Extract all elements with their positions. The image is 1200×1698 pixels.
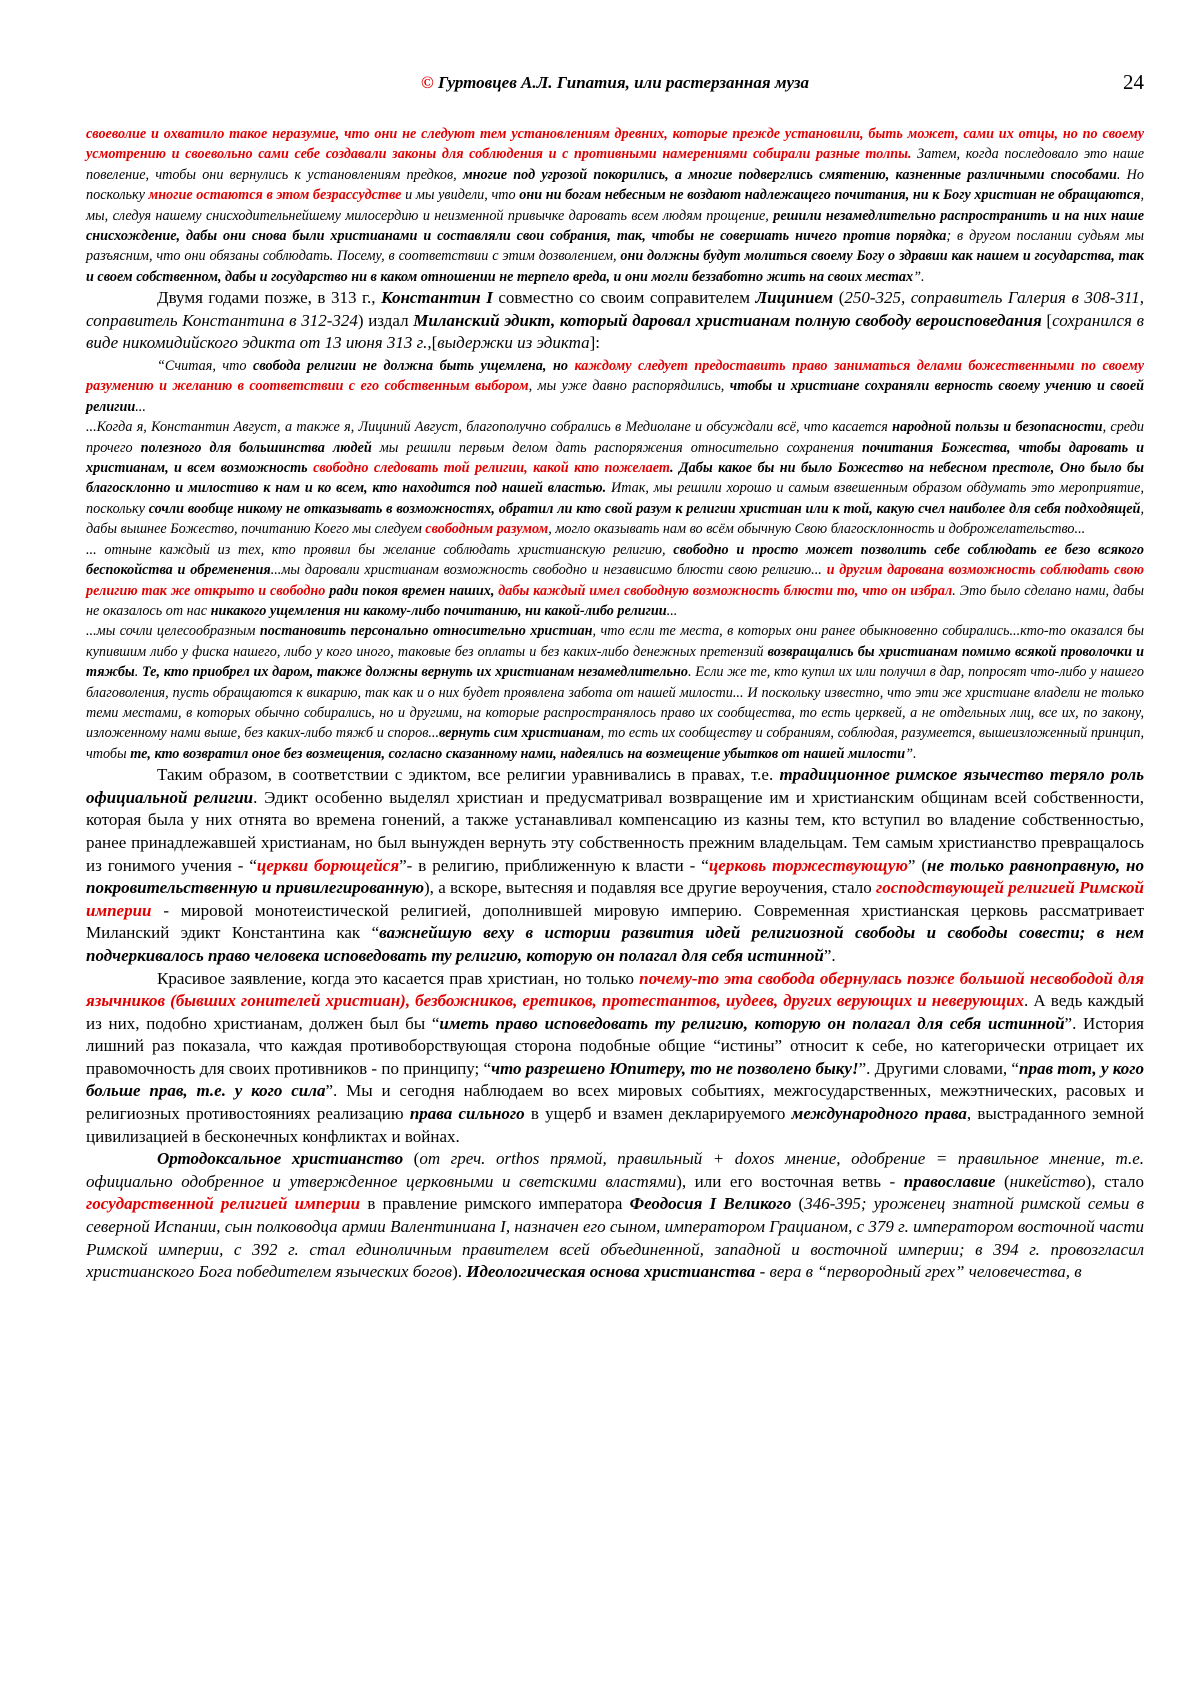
text-span: никейство bbox=[1009, 1171, 1086, 1191]
text-span: господствующей религией Римской империи bbox=[86, 878, 1144, 920]
text-span: - мировой монотеистической религией, дополнившей мировую империю. Современная христианская церковь рассматривает Миланский эдикт Константина как “ bbox=[86, 900, 1144, 943]
text-span: Идеологическая основа христианства bbox=[466, 1262, 756, 1282]
text-span: ( bbox=[833, 288, 845, 308]
text-span: они ни богам небесным не воздают надлежащего почитания, ни к Богу христиан не обращаются bbox=[519, 187, 1141, 204]
text-span: ”. Мы и сегодня наблюдаем во всех мировых событиях, межгосударственных, межэтнических, расовых и религиозных противостояниях реализацию bbox=[86, 1081, 1145, 1124]
text-span: Таким образом, в соответствии с эдиктом, все религии уравнивались в правах, т.е. bbox=[157, 765, 780, 785]
text-span: дабы каждый имел свободную возможность блюсти то, что он избрал bbox=[498, 582, 953, 599]
text-span: постановить персонально относительно христиан bbox=[259, 623, 593, 640]
text-span: полезного для большинства людей bbox=[140, 439, 372, 456]
text-span: “Считая, что bbox=[157, 358, 254, 375]
text-span: , мы, следуя нашему снисходительнейшему милосердию и неизменной привычке даровать всем людям прощение, bbox=[86, 187, 1144, 224]
text-span: вера в “первородный грех” человечества, в bbox=[769, 1262, 1082, 1282]
text-span: свободным разумом bbox=[425, 521, 549, 538]
text-span: , мы уже давно распорядились, bbox=[528, 378, 730, 395]
text-span: ... отныне каждый из тех, кто проявил бы желание соблюдать христианскую религию, bbox=[86, 541, 674, 558]
edict-quote-3 bbox=[86, 540, 1144, 622]
text-span: народной пользы и безопасности bbox=[892, 419, 1103, 436]
text-span: 346-395; уроженец знатной римской семьи в северной Испании, сын полководца армии Валентиниана I, назначен его сыном, императором Грацианом, с 379 г. императором восточной части Римской империи, с 392 г. стал единоличным правителем всей объединенной, западной и восточной империи; в 394 г. провозгласил христианского Бога победителем языческих богов bbox=[86, 1194, 1144, 1282]
text-span: почему-то эта свобода обернулась позже большой несвободой для язычников (бывших гонителей христиан), безбожников, еретиков, протестантов, иудеев, других верующих и неверующих bbox=[86, 968, 1144, 1011]
text-span: , дабы вышнее Божество, почитанию Коего мы следуем bbox=[86, 500, 1144, 538]
text-span: Затем, когда последовало это наше повеление, чтобы они вернулись к установлениям предков, bbox=[86, 146, 1144, 183]
body-paragraph-milan-edict bbox=[86, 287, 1144, 355]
text-span: свободно следовать той религии, какой кто пожелает bbox=[313, 460, 671, 477]
text-span: ” ( bbox=[907, 855, 928, 875]
text-span: ...Когда я, Константин Август, а также я, Лициний Август, благополучно собрались в Медиолане и обсуждали всё, что касается bbox=[86, 419, 893, 436]
text-span: ...мы даровали христианам возможность свободно и независимо блюсти свою религию... bbox=[270, 562, 827, 579]
text-span: что разрешено Юпитеру, то не позволено быку! bbox=[491, 1058, 859, 1078]
text-span: свобода религии не должна быть ущемлена, но bbox=[253, 358, 575, 375]
text-span: ”. Другими словами, “ bbox=[858, 1058, 1019, 1078]
text-span: , выстраданного земной цивилизацией в бесконечных конфликтах и войнах. bbox=[86, 1104, 1144, 1146]
text-span: ). bbox=[452, 1262, 467, 1282]
text-span: Итак, мы решили хорошо и самым взвешенным образом обдумать это мероприятие, поскольку bbox=[86, 480, 1144, 517]
text-span: ( bbox=[791, 1194, 805, 1214]
text-span: и мы увидели, что bbox=[401, 187, 520, 204]
text-span: . bbox=[134, 664, 143, 681]
text-span: многие остаются в этом безрассудстве bbox=[148, 187, 402, 204]
text-span: , то есть их сообществу и собраниям, соблюдая, разумеется, вышеизложенный принцип, чтобы bbox=[86, 725, 1144, 762]
text-span: . Но поскольку bbox=[86, 166, 1144, 204]
text-span: сохранился в виде никомидийского эдикта от 13 июня 313 г., bbox=[86, 310, 1144, 353]
text-span: ( bbox=[403, 1149, 420, 1169]
text-span: государственной религией империи bbox=[86, 1194, 361, 1214]
text-span: многие под угрозой покорились, а многие подверглись смятению, казненные различными способами bbox=[462, 166, 1117, 183]
text-span: ...мы сочли целесообразным bbox=[86, 623, 260, 640]
text-span: Лицинием bbox=[755, 288, 834, 308]
text-span: не только равноправную, но покровительственную и привилегированную bbox=[86, 855, 1144, 898]
text-span: . Эдикт особенно выделял христиан и предусматривал возвращение им и христианским общинам всей собственности, которая была у них отнята во времена гонений, а также устанавливал компенсацию из казны тем, кто вступил во владение собственностью, ранее принадлежавшей христианам, но был вынужден вернуть эту собственность прежним владельцам. Тем самым христианство превращалось из гонимого учения - “ bbox=[86, 787, 1144, 875]
edict-quote-1 bbox=[86, 356, 1144, 417]
text-span: , могло оказывать нам во всём обычную Свою благосклонность и доброжелательство... bbox=[548, 521, 1086, 538]
text-span: никакого ущемления ни какому-либо почитанию, ни какой-либо религии bbox=[210, 602, 667, 619]
text-span: в ущерб и взамен декларируемого bbox=[524, 1104, 792, 1124]
text-span: . А ведь каждый из них, подобно христианам, должен был бы “ bbox=[86, 991, 1144, 1033]
copyright-sign: © bbox=[421, 73, 434, 92]
text-span: ... bbox=[135, 398, 146, 415]
text-span: ”. История лишний раз показала, что каждая противоборствующая сторона подобные общие “истины” относит к себе, но категорически отрицает их правомочность для своих противников - по принципу; “ bbox=[86, 1013, 1145, 1078]
text-span: ... bbox=[666, 602, 678, 619]
text-span: вернуть сим христианам bbox=[439, 725, 601, 742]
text-span: иметь право исповедовать ту религию, которую он полагал для себя истинной bbox=[439, 1013, 1065, 1033]
page-body bbox=[86, 124, 1144, 1284]
text-span: , среди прочего bbox=[86, 419, 1145, 456]
text-span: почитания Божества, чтобы даровать и христианам, и всем возможность bbox=[86, 439, 1145, 477]
text-span: ), или его восточная ветвь - bbox=[676, 1171, 904, 1191]
text-span: они должны будут молиться своему Богу о здравии как нашем и государства, так и своем собственном, дабы и государство ни в каком отношении не терпело вреда, и они могли беззаботно жить на своих местах bbox=[86, 248, 1144, 285]
text-span: Ортодоксальное христианство bbox=[157, 1149, 404, 1169]
text-span: ]: bbox=[589, 333, 600, 353]
text-span: Двумя годами позже, в 313 г., bbox=[157, 288, 382, 308]
text-span: свободно и просто может позволить себе соблюдать ее безо всякого беспокойства и обременения bbox=[86, 541, 1144, 579]
text-span: от греч. orthos прямой, правильный + doxos мнение, одобрение = правильное мнение, т.е. официально одобренное и утвержденное церковными и светскими властями bbox=[86, 1149, 1144, 1191]
text-span: церковь торжествующую bbox=[708, 855, 908, 875]
text-span: ради покоя времен наших, bbox=[325, 582, 499, 599]
text-span: совместно со своим соправителем bbox=[492, 288, 756, 308]
page-header bbox=[86, 70, 1144, 103]
text-span: мы решили первым делом дать распоряжения относительно сохранения bbox=[371, 439, 862, 456]
text-span: сочли вообще никому не отказывать в возможностях, обратил ли кто свой разум к религии христиан или к той, какую счел наиболее для себя подходящей bbox=[148, 500, 1141, 517]
text-span: - bbox=[755, 1262, 770, 1282]
text-span: ) издал bbox=[357, 310, 414, 330]
quote-paragraph-1 bbox=[86, 124, 1144, 287]
text-span: церкви борющейся bbox=[256, 855, 400, 875]
text-span: ”. bbox=[913, 268, 925, 285]
text-span: своеволие и охватило такое неразумие, что они не следуют тем установлениям древних, которые прежде установили, быть может, сами их отцы, но по своему усмотрению и своевольно сами себе создавали законы для соблюдения и с противными намерениями собирали разные толпы. bbox=[86, 126, 1144, 163]
body-paragraph-freedom bbox=[86, 968, 1144, 1149]
text-span: 250-325, соправитель Галерия в 308-311, соправитель Константина в 312-324 bbox=[86, 288, 1144, 330]
text-span: традиционное римское язычество теряло роль официальной религии bbox=[86, 765, 1144, 807]
text-span: международного права bbox=[791, 1104, 967, 1124]
body-paragraph-consequences bbox=[86, 764, 1144, 967]
text-span: каждому следует предоставить право заниматься делами божественными по своему разумению и желанию в соответствии с его собственным выбором bbox=[86, 358, 1144, 395]
running-title bbox=[86, 73, 1144, 93]
text-span: прав тот, у кого больше прав, т.е. у кого сила bbox=[86, 1058, 1144, 1101]
text-span: Феодосия I Великого bbox=[629, 1194, 792, 1214]
body-paragraph-orthodoxy bbox=[86, 1148, 1144, 1284]
text-span: . Если же те, кто купил их или получил в дар, попросят что-либо у нашего благоволения, пусть обращаются к викарию, так как и о них будет проявлена забота от нашей милости... И поскольку известно, что эти же христиане владели не только теми местами, в которых обычно собирались, но и другими, на которые распространялось право их сообщества, то есть церквей, а не отдельных лиц, все их, по закону, изложенному нами выше, без каких-либо тяжб и споров... bbox=[86, 664, 1145, 742]
text-span: права сильного bbox=[409, 1104, 525, 1124]
text-span: возвращались бы христианам помимо всякой проволочки и тяжбы bbox=[86, 643, 1144, 681]
text-span: . Дабы какое бы ни было Божество на небесном престоле, Оно было бы благосклонно и милостиво к нам и ко всем, кто находится под нашей властью. bbox=[86, 460, 1144, 497]
text-span: те, кто возвратил оное без возмещения, согласно сказанному нами, надеялись на возмещение убытков от нашей милости bbox=[130, 745, 906, 762]
text-span: ”. bbox=[823, 945, 836, 965]
text-span: решили незамедлительно распространить и на них наше снисхождение, дабы они снова были христианами и составляли свои собрания, так, чтобы не совершать ничего против порядка bbox=[86, 207, 1145, 245]
text-span: чтобы и христиане сохраняли верность своему учению и своей религии bbox=[86, 378, 1145, 415]
text-span: Те, кто приобрел их даром, также должны вернуть их христианам незамедлительно bbox=[142, 664, 688, 681]
text-span: [ bbox=[431, 333, 438, 353]
text-span: ( bbox=[995, 1171, 1010, 1191]
page-number: 24 bbox=[1123, 70, 1144, 94]
text-span: , что если те места, в которых они ранее обыкновенно собирались...кто-то оказался бы купившим либо у фиска нашего, либо у кого иного, таковые без оплаты и без каких-либо денежных претензий bbox=[86, 623, 1144, 660]
text-span: Миланский эдикт, который даровал христианам полную свободу вероисповедания bbox=[413, 310, 1042, 330]
edict-quote-2 bbox=[86, 417, 1144, 539]
text-span: и другим дарована возможность соблюдать свою религию так же открыто и свободно bbox=[86, 562, 1144, 599]
text-span: Красивое заявление, когда это касается прав христиан, но только bbox=[157, 968, 640, 988]
running-title-text: Гуртовцев А.Л. Гипатия, или растерзанная муза bbox=[437, 73, 809, 92]
edict-quote-4 bbox=[86, 621, 1144, 764]
text-span: в правление римского императора bbox=[360, 1194, 630, 1214]
text-span: [ bbox=[1041, 310, 1053, 330]
text-span: православие bbox=[903, 1171, 996, 1191]
text-span: ; в другом послании судьям мы разъясним, что они обязаны соблюдать. Посему, в соответствии с этим дозволением, bbox=[86, 228, 1144, 265]
text-span: . Это было сделано нами, дабы не оказалось от нас bbox=[86, 582, 1144, 619]
text-span: Константин I bbox=[381, 288, 493, 308]
text-span: ), стало bbox=[1085, 1171, 1144, 1191]
text-span: выдержки из эдикта bbox=[437, 333, 590, 353]
text-span: ”. bbox=[905, 745, 917, 762]
text-span: ), а вскоре, вытесняя и подавляя все другие вероучения, стало bbox=[424, 878, 877, 898]
text-span: ”- в религию, приближенную к власти - “ bbox=[399, 855, 709, 875]
text-span: важнейшую веху в истории развития идей религиозной свободы и свободы совести; в нем подчеркивалось право человека исповедовать ту религию, которую он полагал для себя истинной bbox=[86, 923, 1144, 965]
